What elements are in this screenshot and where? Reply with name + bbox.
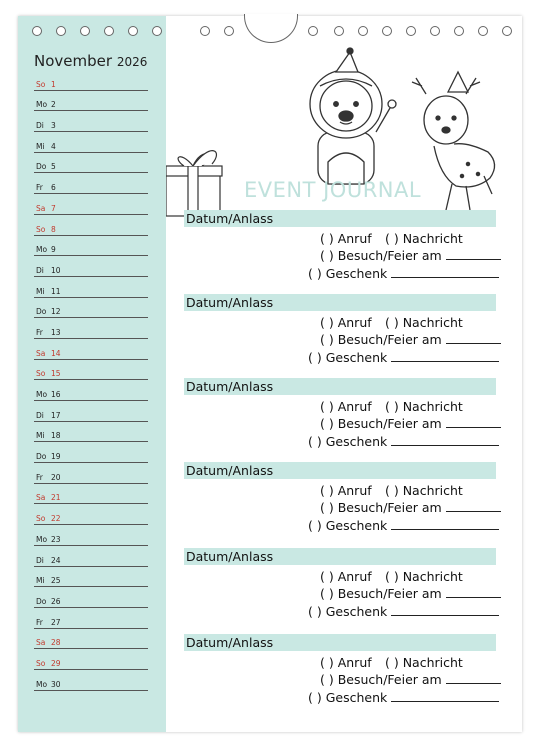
- binding-hole: [430, 26, 440, 36]
- visit-option: [320, 500, 501, 515]
- visit-option-label: ( ) Besuch/Feier am: [320, 248, 442, 263]
- day-number: 1: [51, 79, 56, 89]
- day-row: [34, 360, 148, 381]
- visit-option: [320, 332, 501, 347]
- day-name: Mi: [36, 141, 45, 151]
- binding-hole: [478, 26, 488, 36]
- visit-date-blank[interactable]: [446, 333, 501, 344]
- gift-blank[interactable]: [391, 435, 499, 446]
- day-row: [34, 132, 148, 153]
- call-option-label: ( ) Anruf: [320, 315, 372, 330]
- day-name: So: [36, 658, 46, 668]
- visit-date-blank[interactable]: [446, 673, 501, 684]
- call-option: [320, 231, 372, 246]
- entry-header: Datum/Anlass: [184, 462, 496, 479]
- day-number: 15: [51, 369, 61, 379]
- call-option-label: ( ) Anruf: [320, 483, 372, 498]
- month-name: November: [34, 52, 113, 70]
- day-number: 5: [51, 162, 56, 172]
- binding-hole: [382, 26, 392, 36]
- binding-hole: [454, 26, 464, 36]
- visit-option: [320, 416, 501, 431]
- day-name: So: [36, 224, 46, 234]
- gift-option: [308, 350, 499, 365]
- day-row: [34, 380, 148, 401]
- day-name: Di: [36, 265, 44, 275]
- day-row: [34, 504, 148, 525]
- binding-hole: [358, 26, 368, 36]
- gift-option: [308, 266, 499, 281]
- day-number: 25: [51, 576, 61, 586]
- day-number: 26: [51, 596, 61, 606]
- binding-hole: [334, 26, 344, 36]
- call-option: [320, 569, 372, 584]
- day-number: 22: [51, 514, 61, 524]
- visit-option: [320, 248, 501, 263]
- journal-entry: [184, 210, 496, 280]
- day-row: [34, 422, 148, 443]
- day-name: Do: [36, 162, 47, 172]
- day-number: 10: [51, 265, 61, 275]
- message-option: [385, 231, 463, 246]
- day-row: [34, 546, 148, 567]
- message-option-label: ( ) Nachricht: [385, 231, 463, 246]
- visit-option-label: ( ) Besuch/Feier am: [320, 416, 442, 431]
- journal-entry: [184, 634, 496, 704]
- binding-hole: [200, 26, 210, 36]
- day-number: 21: [51, 493, 61, 503]
- message-option-label: ( ) Nachricht: [385, 655, 463, 670]
- message-option: [385, 655, 463, 670]
- gift-option-label: ( ) Geschenk: [308, 518, 388, 533]
- day-name: Di: [36, 555, 44, 565]
- day-number: 2: [51, 100, 56, 110]
- message-option-label: ( ) Nachricht: [385, 483, 463, 498]
- gift-option-label: ( ) Geschenk: [308, 604, 388, 619]
- day-name: Sa: [36, 348, 46, 358]
- call-option-label: ( ) Anruf: [320, 655, 372, 670]
- journal-entry: [184, 548, 496, 618]
- day-row: [34, 629, 148, 650]
- gift-option: [308, 604, 499, 619]
- sidebar: [18, 16, 166, 732]
- journal-title: EVENT JOURNAL: [244, 178, 422, 202]
- day-row: [34, 525, 148, 546]
- day-name: Mi: [36, 286, 45, 296]
- message-option: [385, 315, 463, 330]
- day-name: Fr: [36, 472, 43, 482]
- day-name: So: [36, 514, 46, 524]
- day-name: So: [36, 79, 46, 89]
- gift-option-label: ( ) Geschenk: [308, 690, 388, 705]
- gift-option-label: ( ) Geschenk: [308, 266, 388, 281]
- day-row: [34, 277, 148, 298]
- visit-date-blank[interactable]: [446, 587, 501, 598]
- day-number: 18: [51, 431, 61, 441]
- call-option-label: ( ) Anruf: [320, 399, 372, 414]
- day-name: So: [36, 369, 46, 379]
- message-option: [385, 483, 463, 498]
- gift-blank[interactable]: [391, 691, 499, 702]
- day-row: [34, 91, 148, 112]
- gift-option: [308, 690, 499, 705]
- day-name: Mo: [36, 534, 48, 544]
- day-row: [34, 587, 148, 608]
- gift-blank[interactable]: [391, 605, 499, 616]
- day-name: Do: [36, 452, 47, 462]
- day-name: Mo: [36, 679, 48, 689]
- visit-option-label: ( ) Besuch/Feier am: [320, 500, 442, 515]
- day-number: 8: [51, 224, 56, 234]
- day-number: 6: [51, 183, 56, 193]
- day-number: 28: [51, 638, 61, 648]
- call-option: [320, 483, 372, 498]
- day-number: 29: [51, 658, 61, 668]
- gift-option-label: ( ) Geschenk: [308, 350, 388, 365]
- day-number: 4: [51, 141, 56, 151]
- gift-option: [308, 434, 499, 449]
- visit-option-label: ( ) Besuch/Feier am: [320, 332, 442, 347]
- day-number: 30: [51, 679, 61, 689]
- deer-icon: [412, 72, 495, 210]
- day-name: Mo: [36, 100, 48, 110]
- entry-header: Datum/Anlass: [184, 378, 496, 395]
- day-row: [34, 236, 148, 257]
- binding-hole: [502, 26, 512, 36]
- lion-icon: [310, 48, 396, 184]
- day-row: [34, 442, 148, 463]
- day-row: [34, 567, 148, 588]
- day-name: Fr: [36, 617, 43, 627]
- day-number: 13: [51, 327, 61, 337]
- day-row: [34, 173, 148, 194]
- day-name: Mi: [36, 431, 45, 441]
- day-row: [34, 153, 148, 174]
- day-number: 9: [51, 245, 56, 255]
- day-number: 20: [51, 472, 61, 482]
- entry-header: Datum/Anlass: [184, 210, 496, 227]
- day-name: Do: [36, 596, 47, 606]
- message-option: [385, 399, 463, 414]
- gift-icon: [166, 151, 222, 216]
- visit-date-blank[interactable]: [446, 501, 501, 512]
- day-name: Di: [36, 121, 44, 131]
- message-option-label: ( ) Nachricht: [385, 569, 463, 584]
- day-row: [34, 70, 148, 91]
- visit-date-blank[interactable]: [446, 249, 501, 260]
- day-row: [34, 484, 148, 505]
- gift-blank[interactable]: [391, 267, 499, 278]
- gift-blank[interactable]: [391, 351, 499, 362]
- day-list: [34, 70, 148, 691]
- journal-entry: [184, 378, 496, 448]
- day-number: 7: [51, 203, 56, 213]
- binding-hole: [80, 26, 90, 36]
- day-row: [34, 608, 148, 629]
- day-row: [34, 215, 148, 236]
- day-row: [34, 256, 148, 277]
- entry-header: Datum/Anlass: [184, 548, 496, 565]
- message-option-label: ( ) Nachricht: [385, 399, 463, 414]
- day-name: Di: [36, 410, 44, 420]
- day-name: Do: [36, 307, 47, 317]
- call-option: [320, 399, 372, 414]
- day-number: 24: [51, 555, 61, 565]
- day-number: 23: [51, 534, 61, 544]
- binding-hole: [128, 26, 138, 36]
- binding-hole: [308, 26, 318, 36]
- day-name: Sa: [36, 493, 46, 503]
- day-number: 14: [51, 348, 61, 358]
- entry-header: Datum/Anlass: [184, 294, 496, 311]
- gift-option-label: ( ) Geschenk: [308, 434, 388, 449]
- binding-hole: [406, 26, 416, 36]
- gift-blank[interactable]: [391, 519, 499, 530]
- day-name: Fr: [36, 327, 43, 337]
- day-row: [34, 111, 148, 132]
- day-row: [34, 194, 148, 215]
- day-name: Mo: [36, 245, 48, 255]
- binding-hole: [152, 26, 162, 36]
- entry-header: Datum/Anlass: [184, 634, 496, 651]
- day-row: [34, 318, 148, 339]
- day-row: [34, 298, 148, 319]
- day-row: [34, 649, 148, 670]
- day-name: Mi: [36, 576, 45, 586]
- message-option-label: ( ) Nachricht: [385, 315, 463, 330]
- binding-hole: [56, 26, 66, 36]
- visit-date-blank[interactable]: [446, 417, 501, 428]
- day-name: Sa: [36, 638, 46, 648]
- day-number: 12: [51, 307, 61, 317]
- journal-entry: [184, 294, 496, 364]
- day-row: [34, 339, 148, 360]
- visit-option-label: ( ) Besuch/Feier am: [320, 586, 442, 601]
- day-row: [34, 401, 148, 422]
- call-option-label: ( ) Anruf: [320, 569, 372, 584]
- month-title: [34, 52, 147, 70]
- calendar-page: [18, 16, 522, 732]
- day-number: 27: [51, 617, 61, 627]
- call-option: [320, 655, 372, 670]
- day-name: Sa: [36, 203, 46, 213]
- binding-hole: [224, 26, 234, 36]
- year: 2026: [116, 55, 148, 69]
- journal-entry: [184, 462, 496, 532]
- day-name: Mo: [36, 390, 48, 399]
- day-row: [34, 670, 148, 691]
- call-option: [320, 315, 372, 330]
- binding-hole: [104, 26, 114, 36]
- visit-option-label: ( ) Besuch/Feier am: [320, 672, 442, 687]
- day-number: 17: [51, 410, 61, 420]
- gift-option: [308, 518, 499, 533]
- day-number: 19: [51, 452, 61, 462]
- visit-option: [320, 672, 501, 687]
- message-option: [385, 569, 463, 584]
- visit-option: [320, 586, 501, 601]
- day-number: 3: [51, 121, 56, 131]
- day-name: Fr: [36, 183, 43, 193]
- day-row: [34, 463, 148, 484]
- day-number: 11: [51, 286, 61, 296]
- call-option-label: ( ) Anruf: [320, 231, 372, 246]
- binding-hole: [32, 26, 42, 36]
- day-number: 16: [51, 390, 61, 399]
